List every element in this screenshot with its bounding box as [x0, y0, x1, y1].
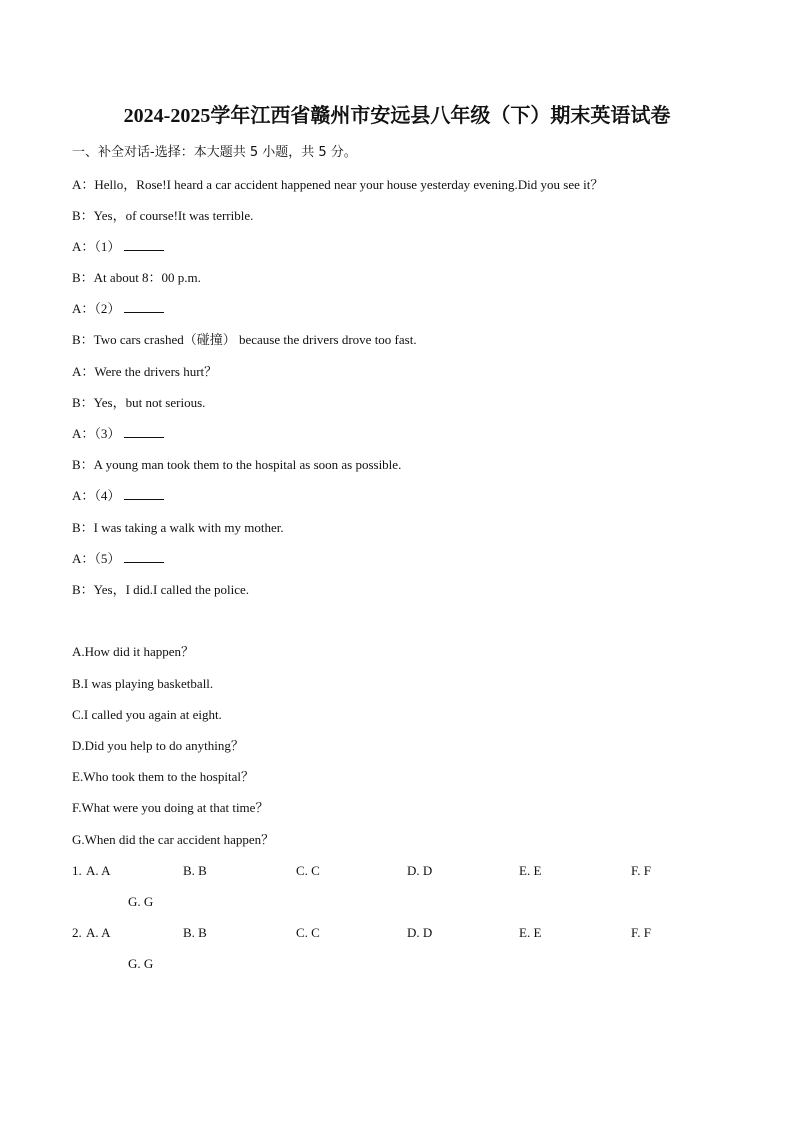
choice-a: A.How did it happen？ — [72, 644, 195, 659]
option-a[interactable]: A. A — [86, 863, 111, 878]
answer-blank[interactable] — [124, 425, 164, 438]
question-number: 2. — [72, 925, 82, 940]
option-e[interactable]: E. E — [519, 863, 542, 878]
option-d[interactable]: D. D — [407, 925, 433, 940]
choice-e: E.Who took them to the hospital？ — [72, 769, 254, 784]
dialogue-line-10: B：A young man took them to the hospital as soon as possible. — [72, 457, 402, 472]
option-b[interactable]: B. B — [183, 925, 207, 940]
option-g[interactable]: G. G — [128, 894, 154, 909]
option-d[interactable]: D. D — [407, 863, 433, 878]
answer-blank[interactable] — [124, 487, 164, 500]
choice-f: F.What were you doing at that time？ — [72, 800, 269, 815]
section-heading: 一、补全对话-选择：本大题共 5 小题，共 5 分。 — [72, 145, 357, 160]
dialogue-line-8: B：Yes，but not serious. — [72, 395, 206, 410]
option-f[interactable]: F. F — [631, 925, 651, 940]
dialogue-line-4: B：At about 8：00 p.m. — [72, 270, 201, 285]
dialogue-line-7: A：Were the drivers hurt？ — [72, 364, 218, 379]
option-c[interactable]: C. C — [296, 925, 320, 940]
dialogue-line-2: B：Yes，of course!It was terrible. — [72, 208, 254, 223]
answer-blank[interactable] — [124, 300, 164, 313]
option-a[interactable]: A. A — [86, 925, 111, 940]
choice-b: B.I was playing basketball. — [72, 676, 214, 691]
dialogue-line-11: A：（4） — [72, 487, 164, 505]
choice-c: C.I called you again at eight. — [72, 707, 222, 722]
option-g[interactable]: G. G — [128, 956, 154, 971]
dialogue-line-6: B：Two cars crashed（碰撞） because the drivers drove too fast. — [72, 332, 417, 347]
answer-blank[interactable] — [124, 550, 164, 563]
dialogue-line-12: B：I was taking a walk with my mother. — [72, 520, 284, 535]
answer-blank[interactable] — [124, 238, 164, 251]
dialogue-line-5: A：（2） — [72, 300, 164, 318]
dialogue-line-13: A：（5） — [72, 550, 164, 568]
dialogue-line-14: B：Yes，I did.I called the police. — [72, 582, 250, 597]
choice-g: G.When did the car accident happen？ — [72, 832, 275, 847]
dialogue-line-3: A：（1） — [72, 238, 164, 256]
option-c[interactable]: C. C — [296, 863, 320, 878]
dialogue-line-9: A：（3） — [72, 425, 164, 443]
page-title: 2024-2025学年江西省赣州市安远县八年级（下）期末英语试卷 — [123, 105, 671, 127]
choice-d: D.Did you help to do anything？ — [72, 738, 244, 753]
option-b[interactable]: B. B — [183, 863, 207, 878]
option-e[interactable]: E. E — [519, 925, 542, 940]
option-f[interactable]: F. F — [631, 863, 651, 878]
dialogue-line-1: A：Hello，Rose!I heard a car accident happened near your house yesterday evening.Did you see it？ — [72, 177, 604, 192]
question-number: 1. — [72, 863, 82, 878]
